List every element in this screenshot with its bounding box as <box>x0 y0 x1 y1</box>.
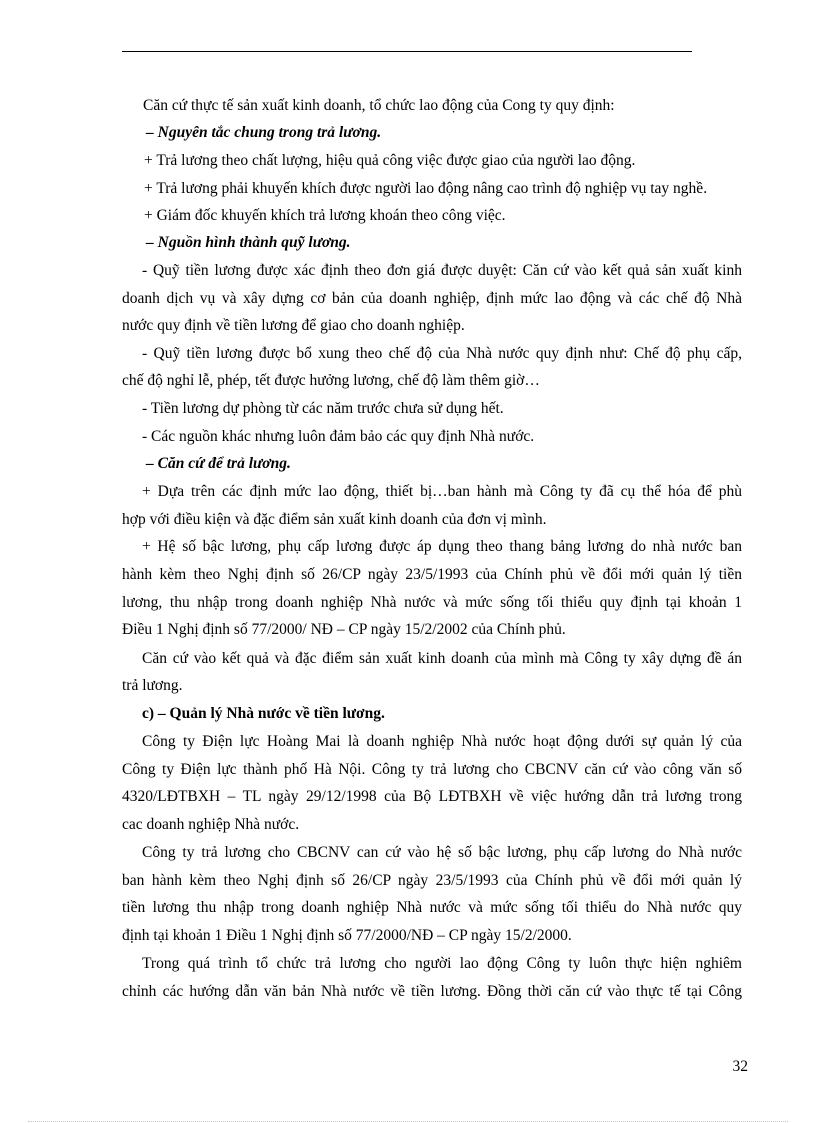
paragraph-line: doanh dịch vụ và xây dựng cơ bản của doanh nghiệp, định mức lao động và các chế độ Nhà <box>122 290 742 307</box>
paragraph-line: + Trả lương theo chất lượng, hiệu quả công việc được giao của người lao động. <box>144 152 636 169</box>
paragraph-line: hành kèm theo Nghị định số 26/CP ngày 23/5/1993 của Chính phủ về đổi mới quản lý tiền <box>122 566 742 583</box>
paragraph-line: 4320/LĐTBXH – TL ngày 29/12/1998 của Bộ LĐTBXH về việc hướng dẫn trả lương trong <box>122 788 742 805</box>
header-rule <box>122 51 692 52</box>
paragraph-line: tiền lương thu nhập trong doanh nghiệp Nhà nước và mức sống tối thiểu do Nhà nước quy <box>122 899 742 916</box>
paragraph-line: định tại khoản 1 Điều 1 Nghị định số 77/2000/NĐ – CP ngày 15/2/2000. <box>122 927 572 944</box>
paragraph-line: chỉnh các hướng dẫn văn bản Nhà nước về tiền lương. Đồng thời căn cứ vào thực tế tại Công <box>122 983 742 1000</box>
paragraph-line: + Hệ số bậc lương, phụ cấp lương được áp dụng theo thang bảng lương do nhà nước ban <box>142 538 742 555</box>
paragraph-line: nước quy định về tiền lương để giao cho doanh nghiệp. <box>122 317 465 334</box>
paragraph-line: - Quỹ tiền lương được bổ xung theo chế độ của Nhà nước quy định như: Chế độ phụ cấp, <box>142 345 742 362</box>
paragraph-line: Điều 1 Nghị định số 77/2000/ NĐ – CP ngày 15/2/2002 của Chính phủ. <box>122 621 566 638</box>
page-number: 32 <box>732 1058 748 1075</box>
paragraph-line: hợp với điều kiện và đặc điểm sản xuất kinh doanh của đơn vị mình. <box>122 511 547 528</box>
paragraph-line: + Trả lương phải khuyến khích được người lao động nâng cao trình độ nghiệp vụ tay nghề. <box>144 180 708 197</box>
section-heading: c) – Quản lý Nhà nước về tiền lương. <box>142 705 385 722</box>
section-heading: – Nguyên tắc chung trong trả lương. <box>146 124 382 141</box>
paragraph-line: - Tiền lương dự phòng từ các năm trước chưa sử dụng hết. <box>142 400 504 417</box>
paragraph-line: + Giám đốc khuyến khích trả lương khoán theo công việc. <box>144 207 506 224</box>
section-heading: – Căn cứ để trả lương. <box>146 455 291 472</box>
paragraph-line: chế độ nghỉ lễ, phép, tết được hưởng lương, chế độ làm thêm giờ… <box>122 372 540 389</box>
paragraph-line: Công ty Điện lực Hoàng Mai là doanh nghiệp Nhà nước hoạt động dưới sự quản lý của <box>142 733 742 750</box>
paragraph-line: Công ty trả lương cho CBCNV can cứ vào hệ số bậc lương, phụ cấp lương do Nhà nước <box>142 844 742 861</box>
paragraph-line: Căn cứ vào kết quả và đặc điểm sản xuất kinh doanh của mình mà Công ty xây dựng đề án <box>142 650 742 667</box>
paragraph-line: - Các nguồn khác nhưng luôn đảm bảo các quy định Nhà nước. <box>142 428 535 445</box>
page-bottom-border <box>28 1121 788 1122</box>
paragraph-line: trả lương. <box>122 677 183 694</box>
paragraph-line: - Quỹ tiền lương được xác định theo đơn giá được duyệt: Căn cứ vào kết quả sản xuất kinh <box>142 262 742 279</box>
paragraph-line: lương, thu nhập trong doanh nghiệp Nhà nước và mức sống tối thiểu quy định tại khoản 1 <box>122 594 742 611</box>
paragraph-line: + Dựa trên các định mức lao động, thiết bị…ban hành mà Công ty đã cụ thể hóa để phù <box>142 483 742 500</box>
paragraph-line: Công ty Điện lực thành phố Hà Nội. Công ty trả lương cho CBCNV căn cứ vào công văn số <box>122 761 742 778</box>
paragraph-line: Căn cứ thực tế sản xuất kinh doanh, tổ chức lao động của Cong ty quy định: <box>143 97 615 114</box>
paragraph-line: ban hành kèm theo Nghị định số 26/CP ngày 23/5/1993 của Chính phủ về đổi mới quản lý <box>122 872 742 889</box>
paragraph-line: cac doanh nghiệp Nhà nước. <box>122 816 300 833</box>
section-heading: – Nguồn hình thành quỹ lương. <box>146 234 351 251</box>
paragraph-line: Trong quá trình tổ chức trả lương cho người lao động Công ty luôn thực hiện nghiêm <box>142 955 742 972</box>
